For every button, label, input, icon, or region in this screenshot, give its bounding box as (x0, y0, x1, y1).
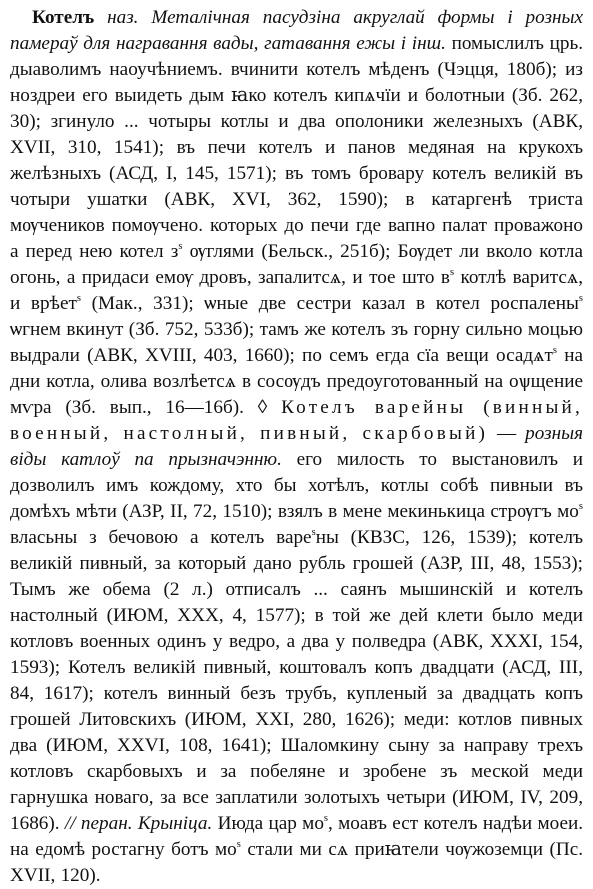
citations-subentry: его милость то выстановилъ и дозволилъ имъ кождому, хто бы хотѣлъ, котлы собѣ пивныи въ домѣхъ мѣти (АЗР, II, 72, 1510); взялъ в мене мекинькица стрѹгъ мо (10, 449, 584, 522)
citations-subentry-cont: ны (КВЗС, 126, 1539); котелъ великій пивный, за который дано рубль грошей (АЗР, III, 48, 1553); Тымъ же обема (2 л.) отписалъ ... саянъ мышинскій и котелъ настолный (ИЮМ, XXX, 4, 1577); в той же дей клети было меди котловъ военных одинъ у ведро, а два у полведра (АВК, XXXI, 154, 1593); Котелъ великій пивный, коштовалъ копъ двадцати (АСД, III, 84, 1617); котелъ винный безъ трубъ, купленый за двадцать копъ грошей Литовскихъ (ИЮМ, XXI, 280, 1626); меди: котлов пивных два (ИЮМ, XXVI, 108, 1641); Шаломкину сыну за направу трехъ котловъ скарбовыхъ и за побеляне и зробене зъ меской меди гарнушка новаго, за все заплатили золотыхъ четыри (ИЮМ, IV, 209, 1686). (10, 527, 583, 834)
superscript-mark: s (450, 267, 455, 279)
citations-primary: помыслилъ црь. дыаволимъ наоучѣниемъ. вчинити котелъ мѣденъ (Чэцця, 180б); из ноздреи его выидеть дым ꙗко котелъ кипѧчїи и болотныи (Зб. 262, 30); згинуло ... чотыры котлы и два ополоники железныхъ (АВК, XVII, 310, 1541); въ печи котелъ и панов медяная на крукохъ желѣзныхъ (АСД, І, 145, 1571); въ томъ бровару котелъ великій въ чотыри ушатки (АВК, XVI, 362, 1590); в катаргенѣ триста мѹчеников помѹчено. которых до печи где вапно палат проважоно а перед нею котел з (10, 33, 584, 262)
definition-figurative: Крыніца. (137, 813, 213, 834)
citations-primary-cont: ѡгнем вкинут (Зб. 752, 533б); тамъ же котелъ зъ горну сильно моцью выдрали (АВК, XVIII, 403, 1660); по семъ егда сїа вещи осадѧт (10, 319, 583, 366)
citations-primary-cont: котлѣ варитсѧ, и врѣет (10, 267, 584, 314)
dictionary-entry (10, 5, 583, 889)
definition-subentry: розныя віды катлоў па прызначэнню. (10, 423, 584, 470)
em-dash: — (497, 423, 517, 444)
citations-primary-cont: ѹглями (Бельск., 251б); Бѹдет ли вколо котла огонь, а придаси емѹ дровъ, запалитсѧ, и тое што в (10, 241, 583, 288)
superscript-mark: s (578, 501, 583, 513)
citations-figurative-cont: , моавъ ест котелъ надѣи моеи. на едомѣ ростагну ботъ мо (10, 813, 584, 860)
superscript-mark: s (76, 293, 81, 305)
citations-figurative: Июда цар мо (217, 813, 324, 834)
superscript-mark: s (236, 839, 241, 851)
superscript-mark: s (178, 241, 183, 253)
figurative-marker: // перан. (64, 813, 133, 834)
subentry-marker: ◊ (257, 397, 268, 418)
subentry-headword: Котелъ варейны (винный, военный, настолный, пивный, скарбовый) (10, 397, 584, 444)
superscript-mark: s (552, 345, 557, 357)
citations-primary-cont: (Мак., 331); ѡные две сестри казал в котел роспалены (91, 293, 579, 314)
citations-primary-cont: на дни котла, олива возлѣетсѧ в сосѹдъ предоуготованный на оѱщение мѵра (Зб. вып., 16—16б). (10, 345, 584, 418)
part-of-speech: наз. (107, 7, 139, 28)
superscript-mark: s (323, 813, 329, 825)
citations-subentry-cont: власьны з бечовою а котелъ варе (10, 527, 312, 548)
definition-primary: Металічная пасудзіна акруглай формы і розных памераў для награвання вады, гатавання ежы і інш. (10, 7, 584, 54)
citations-figurative-cont: стали ми сѧ приꙗтели чѹжоземци (Пс. XVII, 120). (10, 839, 584, 886)
superscript-mark: s (311, 527, 316, 539)
superscript-mark: s (578, 293, 584, 305)
entry-headword: Котелъ (32, 7, 95, 28)
